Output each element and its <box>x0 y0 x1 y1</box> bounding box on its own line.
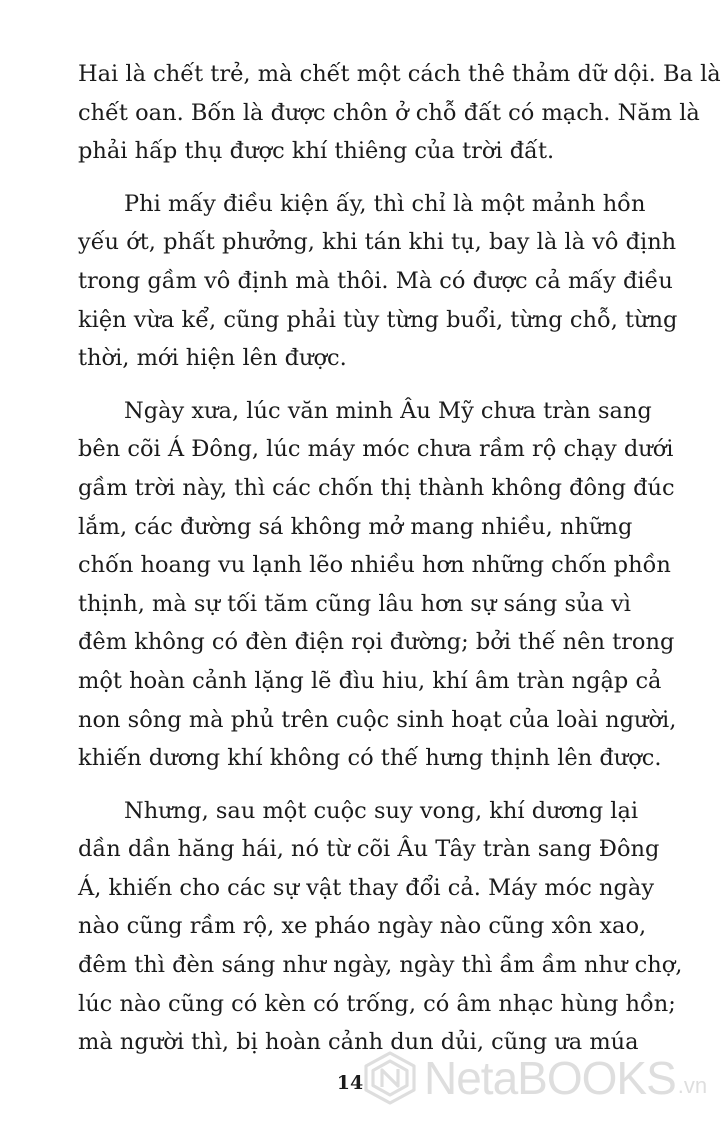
paragraph <box>78 392 677 778</box>
text-line: trong gầm vô định mà thôi. Mà có được cả mấy điều <box>78 267 673 294</box>
page-number: 14 <box>336 1072 364 1094</box>
paragraph <box>78 185 678 378</box>
text-line: nào cũng rầm rộ, xe pháo ngày nào cũng xôn xao, <box>78 913 647 940</box>
text-line: chết oan. Bốn là được chôn ở chỗ đất có mạch. Năm là <box>78 99 700 126</box>
text-line: đêm không có đèn điện rọi đường; bởi thế nên trong <box>78 629 675 656</box>
text-line: thời, mới hiện lên được. <box>78 345 347 372</box>
text-line: Ngày xưa, lúc văn minh Âu Mỹ chưa tràn sang <box>124 397 652 424</box>
watermark-text: NetaBOOKS <box>424 1052 676 1104</box>
text-line: khiến dương khí không có thế hưng thịnh lên được. <box>78 745 662 772</box>
text-line: gầm trời này, thì các chốn thị thành không đông đúc <box>78 474 675 501</box>
text-line: Hai là chết trẻ, mà chết một cách thê thảm dữ dội. Ba là <box>78 61 721 87</box>
netabooks-logo-icon <box>362 1050 418 1106</box>
text-line: lắm, các đường sá không mở mang nhiều, những <box>78 513 633 540</box>
text-line: mà người thì, bị hoàn cảnh dun dủi, cũng ưa múa <box>78 1029 639 1056</box>
text-line: non sông mà phủ trên cuộc sinh hoạt của loài người, <box>78 706 677 733</box>
text-line: chốn hoang vu lạnh lẽo nhiều hơn những chốn phồn <box>78 552 671 579</box>
text-line: đêm thì đèn sáng như ngày, ngày thì ầm ầm như chợ, <box>78 952 683 979</box>
text-line: yếu ớt, phất phưởng, khi tán khi tụ, bay là là vô định <box>78 229 677 256</box>
text-line: Á, khiến cho các sự vật thay đổi cả. Máy móc ngày <box>78 874 655 901</box>
text-line: kiện vừa kể, cũng phải tùy từng buổi, từng chỗ, từng <box>78 306 678 333</box>
text-line: lúc nào cũng có kèn có trống, có âm nhạc hùng hồn; <box>78 990 676 1017</box>
text-line: một hoàn cảnh lặng lẽ đìu hiu, khí âm tràn ngập cả <box>78 667 662 694</box>
text-line: Phi mấy điều kiện ấy, thì chỉ là một mảnh hồn <box>124 190 646 217</box>
paragraph <box>78 792 683 1062</box>
text-line: Nhưng, sau một cuộc suy vong, khí dương lại <box>124 797 639 824</box>
watermark-suffix: .vn <box>677 1073 708 1098</box>
watermark <box>362 1046 707 1110</box>
text-line: phải hấp thụ được khí thiêng của trời đất. <box>78 138 555 165</box>
text-line: dần dần hăng hái, nó từ cõi Âu Tây tràn sang Đông <box>78 836 660 863</box>
text-line: bên cõi Á Đông, lúc máy móc chưa rầm rộ chạy dưới <box>78 436 674 463</box>
text-line: thịnh, mà sự tối tăm cũng lâu hơn sự sáng sủa vì <box>78 590 631 617</box>
paragraph <box>78 55 721 171</box>
page-body <box>78 55 721 1076</box>
